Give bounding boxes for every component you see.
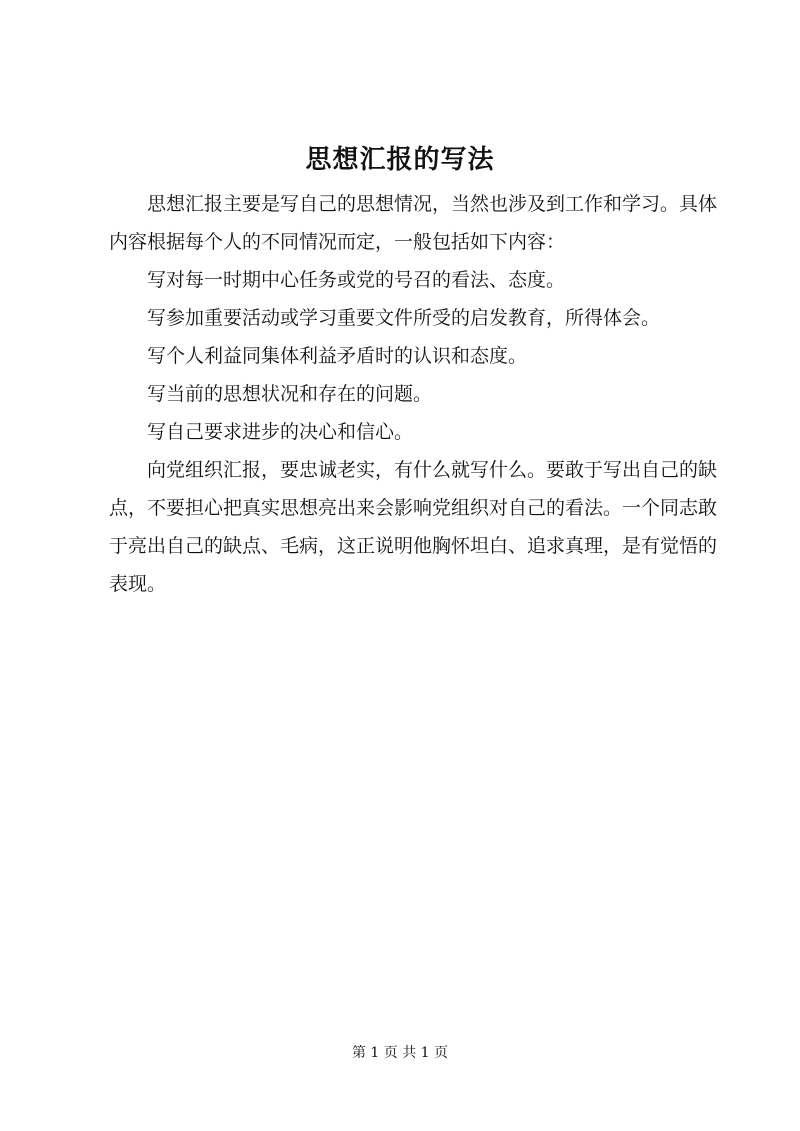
paragraph-item-1: 写对每一时期中心任务或党的号召的看法、态度。 (147, 269, 566, 291)
paragraph-item-5: 写自己要求进步的决心和信心。 (147, 421, 414, 443)
document-body (109, 185, 717, 603)
paragraph-conclusion: 向党组织汇报，要忠诚老实，有什么就写什么。要敢于写出自己的缺点，不要担心把真实思想亮出来会影响党组织对自己的看法。一个同志敢于亮出自己的缺点、毛病，这正说明他胸怀坦白、追求真理，是有觉悟的表现。 (109, 459, 718, 595)
paragraph-intro: 思想汇报主要是写自己的思想情况，当然也涉及到工作和学习。具体内容根据每个人的不同情况而定，一般包括如下内容： (109, 193, 718, 253)
paragraph-item-4: 写当前的思想状况和存在的问题。 (147, 383, 433, 405)
document-title: 思想汇报的写法 (305, 145, 495, 175)
paragraph-item-3: 写个人利益同集体利益矛盾时的认识和态度。 (147, 345, 528, 367)
paragraph-item-2: 写参加重要活动或学习重要文件所受的启发教育，所得体会。 (147, 307, 661, 329)
page-footer: 第 1 页 共 1 页 (351, 1045, 449, 1061)
